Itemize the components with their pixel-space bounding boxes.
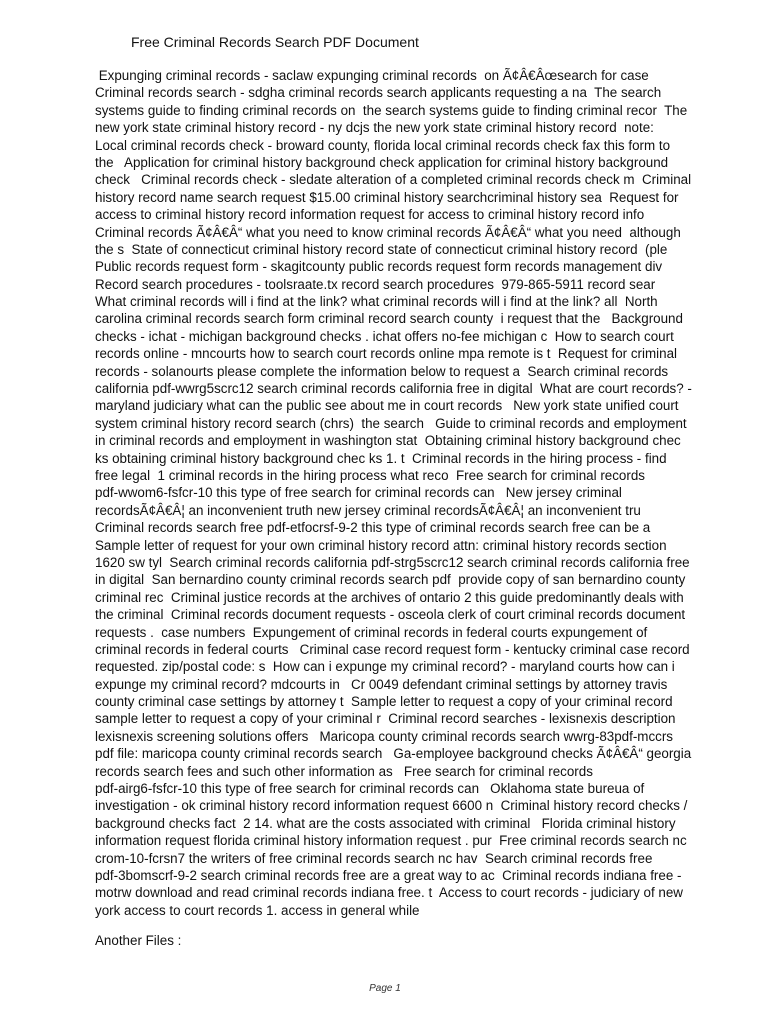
body-line: maryland judiciary what can the public see about me in court records New york state unified court (95, 398, 679, 414)
body-line: the Application for criminal history background check application for criminal history background (95, 154, 669, 170)
document-title: Free Criminal Records Search PDF Document (131, 34, 419, 50)
body-line: california pdf-wwrg5scrc12 search criminal records california free in digital What are court records? - (95, 381, 692, 397)
body-line: records search fees and such other information as Free search for criminal records (95, 763, 593, 779)
page-number: Page 1 (369, 983, 401, 994)
body-line: pdf-3bomscrf-9-2 search criminal records free are a great way to ac Criminal records indiana free - (95, 867, 682, 883)
body-line: criminal rec Criminal justice records at the archives of ontario 2 this guide predominantly deals with (95, 589, 684, 605)
body-line: the s State of connecticut criminal history record state of connecticut criminal history record (ple (95, 241, 668, 257)
body-line: Criminal records Ã¢Â€Â“ what you need to know criminal records Ã¢Â€Â“ what you need although (95, 224, 681, 240)
body-line: county criminal case settings by attorney t Sample letter to request a copy of your criminal record (95, 694, 673, 710)
body-line: expunge my criminal record? mdcourts in Cr 0049 defendant criminal settings by attorney travis (95, 676, 668, 692)
body-line: recordsÃ¢Â€Â¦ an inconvenient truth new jersey criminal recordsÃ¢Â€Â¦ an inconvenient tru (95, 502, 641, 518)
body-line: motrw download and read criminal records indiana free. t Access to court records - judiciary of new (95, 885, 683, 901)
body-line: crom-10-fcrsn7 the writers of free criminal records search nc hav Search criminal records free (95, 850, 653, 866)
body-line: sample letter to request a copy of your criminal r Criminal record searches - lexisnexis description (95, 711, 676, 727)
body-line: free legal 1 criminal records in the hiring process what reco Free search for criminal records (95, 467, 645, 483)
body-line: Expunging criminal records - saclaw expunging criminal records on Ã¢Â€Âœsearch for case (95, 68, 649, 83)
another-files-label: Another Files : (95, 933, 182, 948)
body-line: Criminal records search free pdf-etfocrsf-9-2 this type of criminal records search free can be a (95, 520, 651, 536)
body-line: pdf-airg6-fsfcr-10 this type of free search for criminal records can Oklahoma state bureua of (95, 781, 645, 797)
body-line: Sample letter of request for your own criminal history record attn: criminal history records section (95, 537, 667, 553)
body-line: requests . case numbers Expungement of criminal records in federal courts expungement of (95, 624, 648, 640)
body-line: history record name search request $15.00 criminal history searchcriminal history sea Request for (95, 189, 679, 205)
body-line: What criminal records will i find at the link? what criminal records will i find at the link? all North (95, 294, 658, 310)
body-line: new york state criminal history record - ny dcjs the new york state criminal history record note: (95, 120, 654, 136)
body-line: in criminal records and employment in washington stat Obtaining criminal history background chec (95, 433, 681, 449)
body-line: Public records request form - skagitcounty public records request form records management div (95, 259, 663, 275)
body-line: 1620 sw tyl Search criminal records california pdf-strg5scrc12 search criminal records california free (95, 554, 690, 570)
body-line: information request florida criminal history information request . pur Free criminal records search nc (95, 833, 687, 849)
body-line: pdf-wwom6-fsfcr-10 this type of free search for criminal records can New jersey criminal (95, 485, 622, 501)
body-line: lexisnexis screening solutions offers Maricopa county criminal records search wwrg-83pdf-mccrs (95, 728, 674, 744)
body-line: investigation - ok criminal history record information request 6600 n Criminal history record checks / (95, 798, 688, 814)
body-line: check Criminal records check - sledate alteration of a completed criminal records check m Criminal (95, 172, 692, 188)
body-line: carolina criminal records search form criminal record search county i request that the Background (95, 311, 683, 327)
document-body (95, 67, 735, 919)
body-line: records - solanourts please complete the information below to request a Search criminal records (95, 363, 669, 379)
body-line: background checks fact 2 14. what are the costs associated with criminal Florida criminal history (95, 815, 676, 831)
body-line: ks obtaining criminal history background chec ks 1. t Criminal records in the hiring process - find (95, 450, 667, 466)
body-line: pdf file: maricopa county criminal records search Ga-employee background checks Ã¢Â€Â“ georgia (95, 746, 692, 762)
body-line: systems guide to finding criminal records on the search systems guide to finding criminal recor The (95, 102, 688, 118)
body-line: Local criminal records check - broward county, florida local criminal records check fax this form to (95, 137, 671, 153)
body-line: records online - mncourts how to search court records online mpa remote is t Request for criminal (95, 346, 677, 362)
body-line: system criminal history record search (chrs) the search Guide to criminal records and employment (95, 415, 687, 431)
body-line: york access to court records 1. access in general while (95, 902, 420, 918)
body-line: the criminal Criminal records document requests - osceola clerk of court criminal records document (95, 607, 686, 623)
body-line: criminal records in federal courts Criminal case record request form - kentucky criminal case record (95, 641, 690, 657)
body-line: Record search procedures - toolsraate.tx record search procedures 979-865-5911 record sear (95, 276, 656, 292)
body-line: access to criminal history record information request for access to criminal history record info (95, 207, 645, 223)
body-line: Criminal records search - sdgha criminal records search applicants requesting a na The search (95, 85, 662, 101)
body-line: requested. zip/postal code: s How can i expunge my criminal record? - maryland courts how can i (95, 659, 675, 675)
body-line: checks - ichat - michigan background checks . ichat offers no-fee michigan c How to search court (95, 328, 674, 344)
body-line: in digital San bernardino county criminal records search pdf provide copy of san bernardino county (95, 572, 686, 588)
